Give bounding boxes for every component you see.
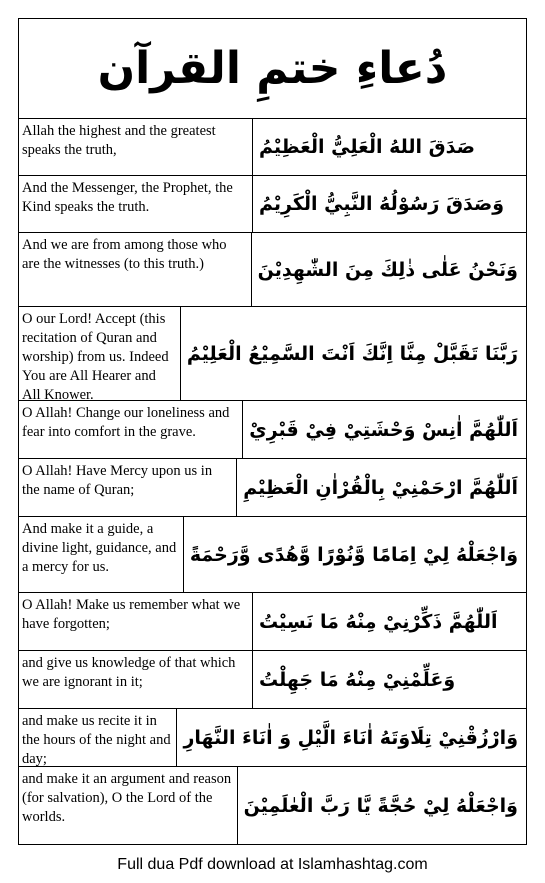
arabic-text: وَنَحْنُ عَلٰى ذٰلِكَ مِنَ الشّٰهِدِيْنَ (257, 258, 518, 281)
english-text: And the Messenger, the Prophet, the Kind speaks the truth. (19, 176, 253, 232)
table-row (19, 233, 526, 307)
arabic-text: اَللّٰهُمَّ ذَكِّرْنِيْ مِنْهُ مَا نَسِيْتُ (259, 610, 498, 633)
table-row (19, 401, 526, 459)
table-row (19, 651, 526, 709)
english-text: and make us recite it in the hours of the night and day; (19, 709, 177, 766)
english-text: Allah the highest and the greatest speaks the truth, (19, 119, 253, 175)
table-row (19, 517, 526, 593)
table-row (19, 767, 526, 844)
table-row (19, 709, 526, 767)
table-row (19, 176, 526, 233)
english-text: and give us knowledge of that which we are ignorant in it; (19, 651, 253, 708)
english-text: O Allah! Make us remember what we have forgotten; (19, 593, 253, 650)
arabic-text: وَعَلِّمْنِيْ مِنْهُ مَا جَهِلْتُ (259, 668, 456, 691)
english-text: And we are from among those who are the witnesses (to this truth.) (19, 233, 252, 306)
footer-note: Full dua Pdf download at Islamhashtag.com (117, 856, 428, 873)
dua-table (18, 18, 527, 845)
arabic-text: اَللّٰهُمَّ ارْحَمْنِيْ بِالْقُرْاٰنِ الْعَظِيْمِ (243, 476, 518, 499)
table-row (19, 119, 526, 176)
english-text: O our Lord! Accept (this recitation of Quran and worship) from us. Indeed You are All Hearer and All Knower. (19, 307, 181, 400)
table-row (19, 459, 526, 517)
english-text: and make it an argument and reason (for salvation), O the Lord of the worlds. (19, 767, 238, 844)
arabic-text: اَللّٰهُمَّ اٰنِسْ وَحْشَتِيْ فِيْ قَبْرِيْ (249, 418, 518, 441)
english-text: And make it a guide, a divine light, guidance, and a mercy for us. (19, 517, 184, 592)
arabic-text: وَارْزُقْنِيْ تِلَاوَتَهُ اٰنَاءَ الَّيْلِ وَ اٰنَاءَ النَّهَارِ (183, 726, 518, 749)
arabic-text: وَاجْعَلْهُ لِيْ حُجَّةً يَّا رَبَّ الْعٰلَمِيْنَ (243, 794, 518, 817)
english-text: O Allah! Change our loneliness and fear into comfort in the grave. (19, 401, 243, 458)
arabic-text: صَدَقَ اللهُ الْعَلِيُّ الْعَظِيْمُ (259, 136, 475, 158)
table-row (19, 307, 526, 401)
title-cell (19, 19, 526, 119)
arabic-text: وَاجْعَلْهُ لِيْ اِمَامًا وَّنُوْرًا وَّهُدًى وَّرَحْمَةً (189, 543, 518, 566)
arabic-text: وَصَدَقَ رَسُوْلُهُ النَّبِيُّ الْكَرِيْمُ (259, 193, 505, 215)
english-text: O Allah! Have Mercy upon us in the name of Quran; (19, 459, 237, 516)
page-title: دُعاءِ ختمِ القرآن (97, 43, 448, 94)
arabic-text: رَبَّنَا تَقَبَّلْ مِنَّا اِنَّكَ اَنْتَ السَّمِيْعُ الْعَلِيْمُ (186, 342, 518, 365)
table-row (19, 593, 526, 651)
